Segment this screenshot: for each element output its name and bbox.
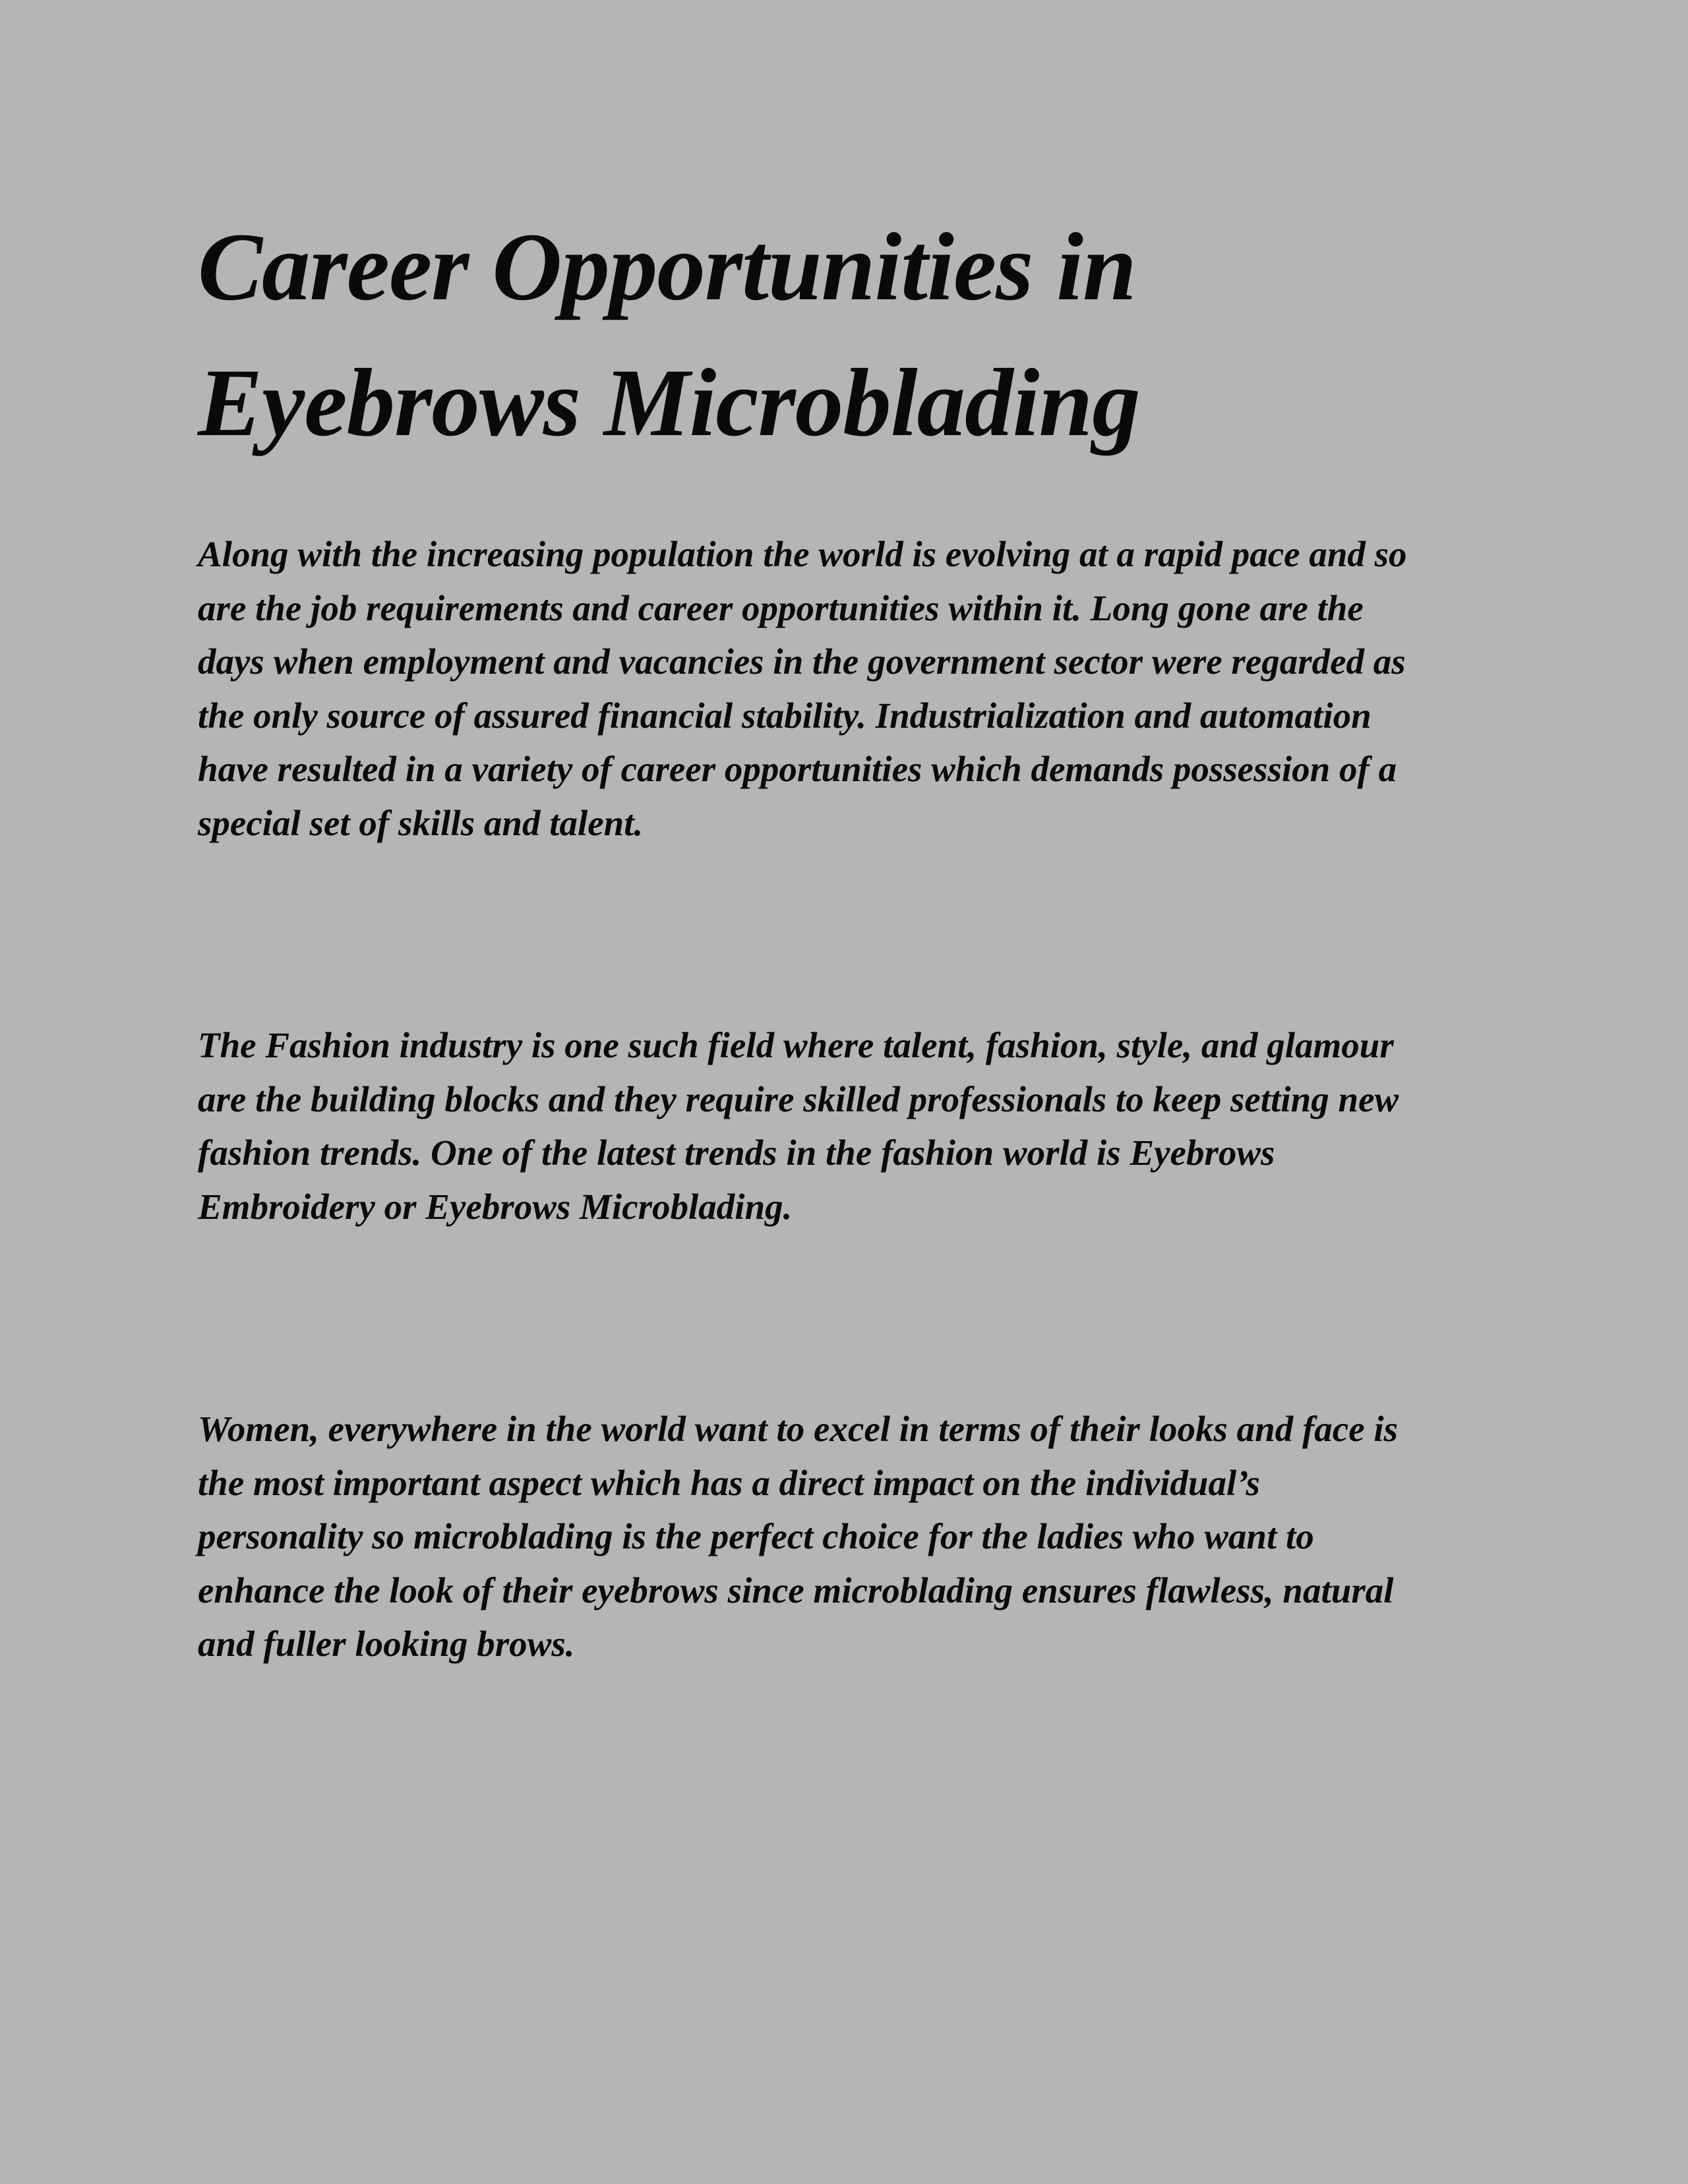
text-line: and fuller looking brows. bbox=[198, 1624, 575, 1665]
body-paragraph bbox=[198, 1402, 1517, 1671]
text-line: Embroidery or Eyebrows Microblading. bbox=[198, 1186, 793, 1227]
body-paragraph bbox=[198, 1018, 1517, 1233]
text-line: the only source of assured financial stability. Industrialization and automation bbox=[198, 695, 1372, 736]
text-line: Along with the increasing population the world is evolving at a rapid pace and so bbox=[198, 534, 1407, 574]
text-line: The Fashion industry is one such field where talent, fashion, style, and glamour bbox=[198, 1025, 1394, 1065]
title-line: Eyebrows Microblading bbox=[198, 349, 1140, 456]
text-line: personality so microblading is the perfect choice for the ladies who want to bbox=[198, 1516, 1314, 1557]
text-line: special set of skills and talent. bbox=[198, 802, 644, 843]
text-line: have resulted in a variety of career opportunities which demands possession of a bbox=[198, 749, 1397, 790]
text-line: Women, everywhere in the world want to excel in terms of their looks and face is bbox=[198, 1409, 1399, 1449]
text-line: are the building blocks and they require skilled professionals to keep setting new bbox=[198, 1078, 1399, 1119]
page-title bbox=[198, 199, 1517, 471]
title-line: Career Opportunities in bbox=[198, 213, 1136, 320]
text-line: the most important aspect which has a direct impact on the individual’s bbox=[198, 1462, 1260, 1503]
text-line: enhance the look of their eyebrows since microblading ensures flawless, natural bbox=[198, 1570, 1394, 1610]
body-paragraph bbox=[198, 527, 1517, 850]
text-line: fashion trends. One of the latest trends in the fashion world is Eyebrows bbox=[198, 1133, 1275, 1173]
text-line: are the job requirements and career opportunities within it. Long gone are the bbox=[198, 587, 1364, 628]
text-line: days when employment and vacancies in the government sector were regarded as bbox=[198, 641, 1406, 682]
